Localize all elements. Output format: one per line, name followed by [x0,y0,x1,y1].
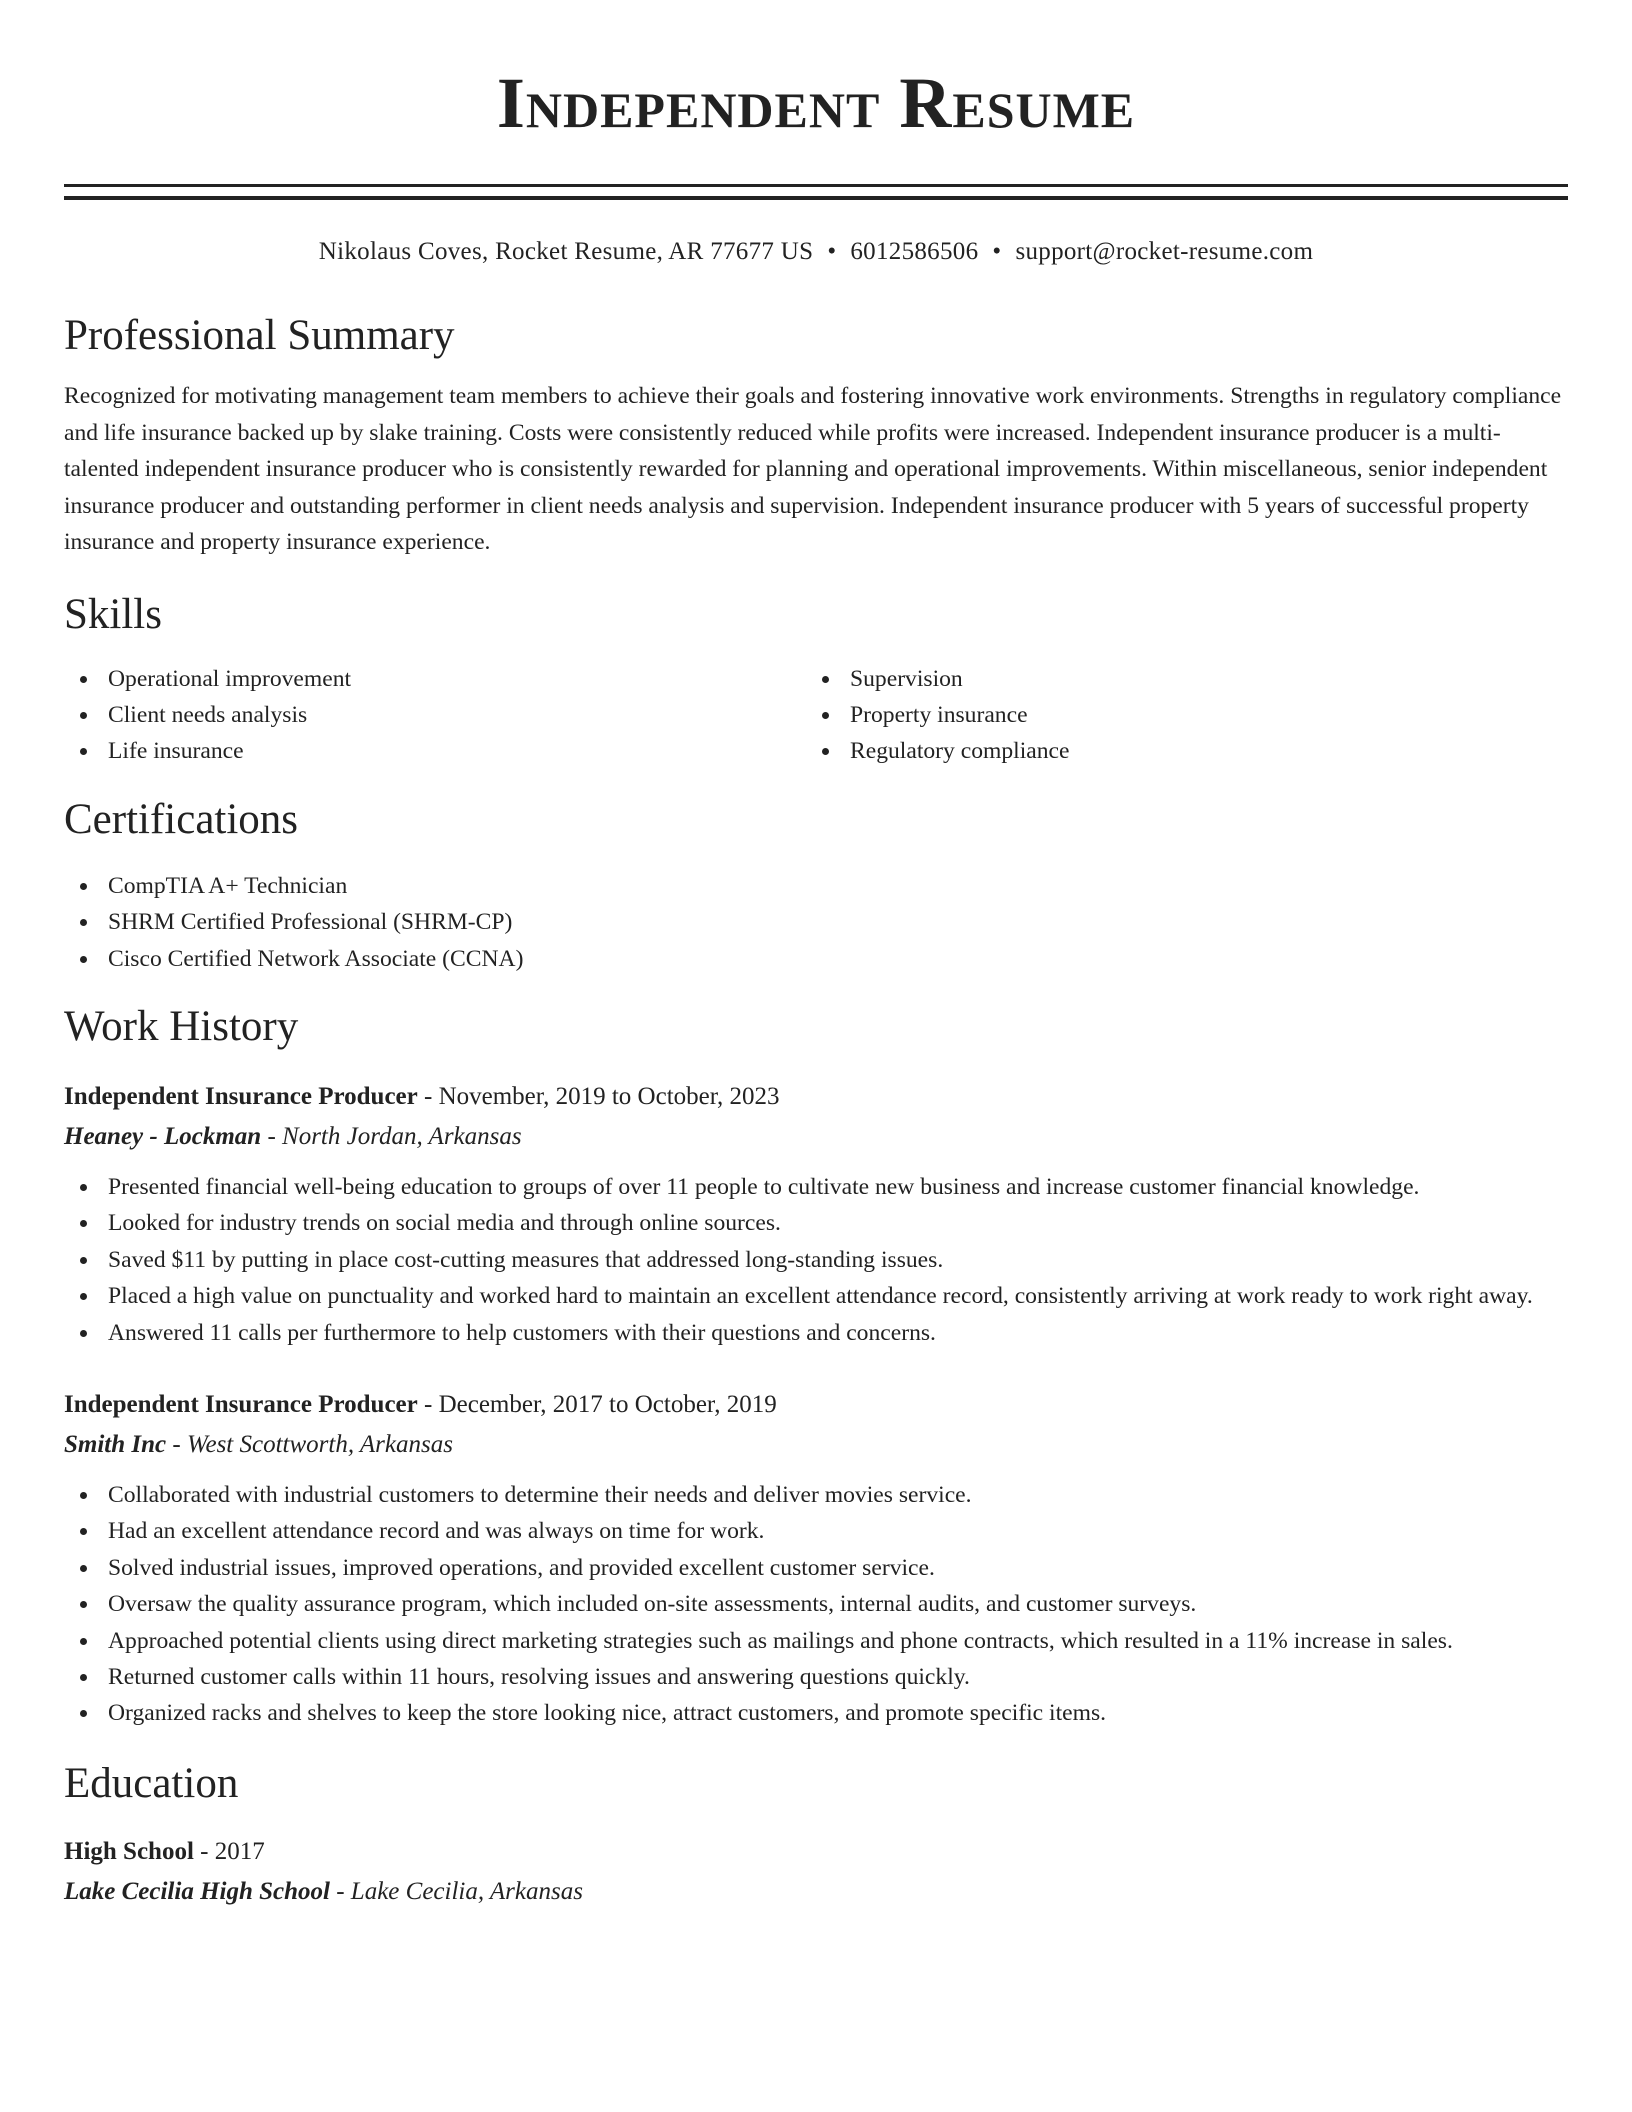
skill-item: Life insurance [108,733,806,769]
certifications-list [64,868,1568,977]
job-bullet: Saved $11 by putting in place cost-cutting measures that addressed long-standing issues. [108,1242,1568,1278]
graduation-year: - 2017 [193,1837,265,1865]
work-history-heading: Work History [64,1002,299,1050]
job-dates: - November, 2019 to October, 2023 [417,1082,780,1110]
title-double-rule [64,184,1568,200]
skills-grid [64,661,1568,770]
job-bullet: Collaborated with industrial customers to determine their needs and deliver movies service. [108,1477,1568,1513]
skill-item: Supervision [850,661,1548,697]
summary-heading: Professional Summary [64,312,455,359]
school-location: - Lake Cecilia, Arkansas [329,1877,583,1905]
contact-separator: • [827,238,837,265]
company-name: Heaney - Lockman [64,1122,262,1150]
skill-item: Client needs analysis [108,697,806,733]
job-title-line [64,1385,1568,1425]
school-line [64,1872,1568,1912]
skills-column-left [64,661,806,770]
job-bullet: Returned customer calls within 11 hours, resolving issues and answering questions quickly. [108,1659,1568,1695]
job-bullet: Oversaw the quality assurance program, which included on-site assessments, internal audits, and customer surveys. [108,1586,1568,1622]
school-name: Lake Cecilia High School [64,1877,330,1905]
contact-address: Nikolaus Coves, Rocket Resume, AR 77677 US [318,238,814,265]
company-location: - North Jordan, Arkansas [261,1122,522,1150]
education-heading: Education [64,1759,239,1807]
job-title-line [64,1077,1568,1117]
job-entry [64,1385,1568,1732]
skills-column-right [806,661,1548,770]
degree: High School [64,1837,194,1865]
certifications-heading: Certifications [64,795,299,843]
job-bullet: Answered 11 calls per furthermore to help customers with their questions and concerns. [108,1315,1568,1351]
skill-item: Operational improvement [108,661,806,697]
certification-item: CompTIA A+ Technician [108,868,1568,904]
degree-line [64,1832,1568,1872]
job-bullet: Placed a high value on punctuality and worked hard to maintain an excellent attendance record, consistently arriving at work ready to work right away. [108,1278,1568,1314]
summary-text: Recognized for motivating management team members to achieve their goals and fostering innovative work environments. Strengths in regulatory compliance and life insurance backed up by slake training. Costs were consistently reduced while profits were increased. Independent insurance producer is a multi-talented independent insurance producer who is consistently rewarded for planning and operational improvements. Within miscellaneous, senior independent insurance producer and outstanding performer in client needs analysis and supervision. Independent insurance producer with 5 years of successful property insurance and property insurance experience. [64,383,1562,555]
job-title: Independent Insurance Producer [64,1082,418,1110]
job-bullets [64,1169,1568,1351]
contact-phone: 6012586506 [850,238,979,265]
job-bullet: Solved industrial issues, improved operations, and provided excellent customer service. [108,1550,1568,1586]
job-bullet: Approached potential clients using direct marketing strategies such as mailings and phone contracts, which resulted in a 11% increase in sales. [108,1623,1568,1659]
company-line [64,1425,1568,1465]
company-location: - West Scottworth, Arkansas [166,1430,453,1458]
certification-item: Cisco Certified Network Associate (CCNA) [108,941,1568,977]
certification-item: SHRM Certified Professional (SHRM-CP) [108,904,1568,940]
resume-title: Independent Resume [496,63,1136,143]
contact-line [64,234,1568,270]
contact-email: support@rocket-resume.com [1015,238,1314,265]
skill-item: Property insurance [850,697,1548,733]
job-entry [64,1077,1568,1351]
education-entry [64,1832,1568,1912]
job-bullet: Presented financial well-being education to groups of over 11 people to cultivate new business and increase customer financial knowledge. [108,1169,1568,1205]
company-line [64,1117,1568,1157]
job-bullet: Organized racks and shelves to keep the store looking nice, attract customers, and promote specific items. [108,1695,1568,1731]
job-bullet: Looked for industry trends on social media and through online sources. [108,1205,1568,1241]
job-title: Independent Insurance Producer [64,1390,418,1418]
job-bullets [64,1477,1568,1732]
skills-heading: Skills [64,590,162,638]
contact-separator: • [992,238,1002,265]
job-dates: - December, 2017 to October, 2019 [417,1390,777,1418]
job-bullet: Had an excellent attendance record and was always on time for work. [108,1513,1568,1549]
company-name: Smith Inc [64,1430,167,1458]
skill-item: Regulatory compliance [850,733,1548,769]
